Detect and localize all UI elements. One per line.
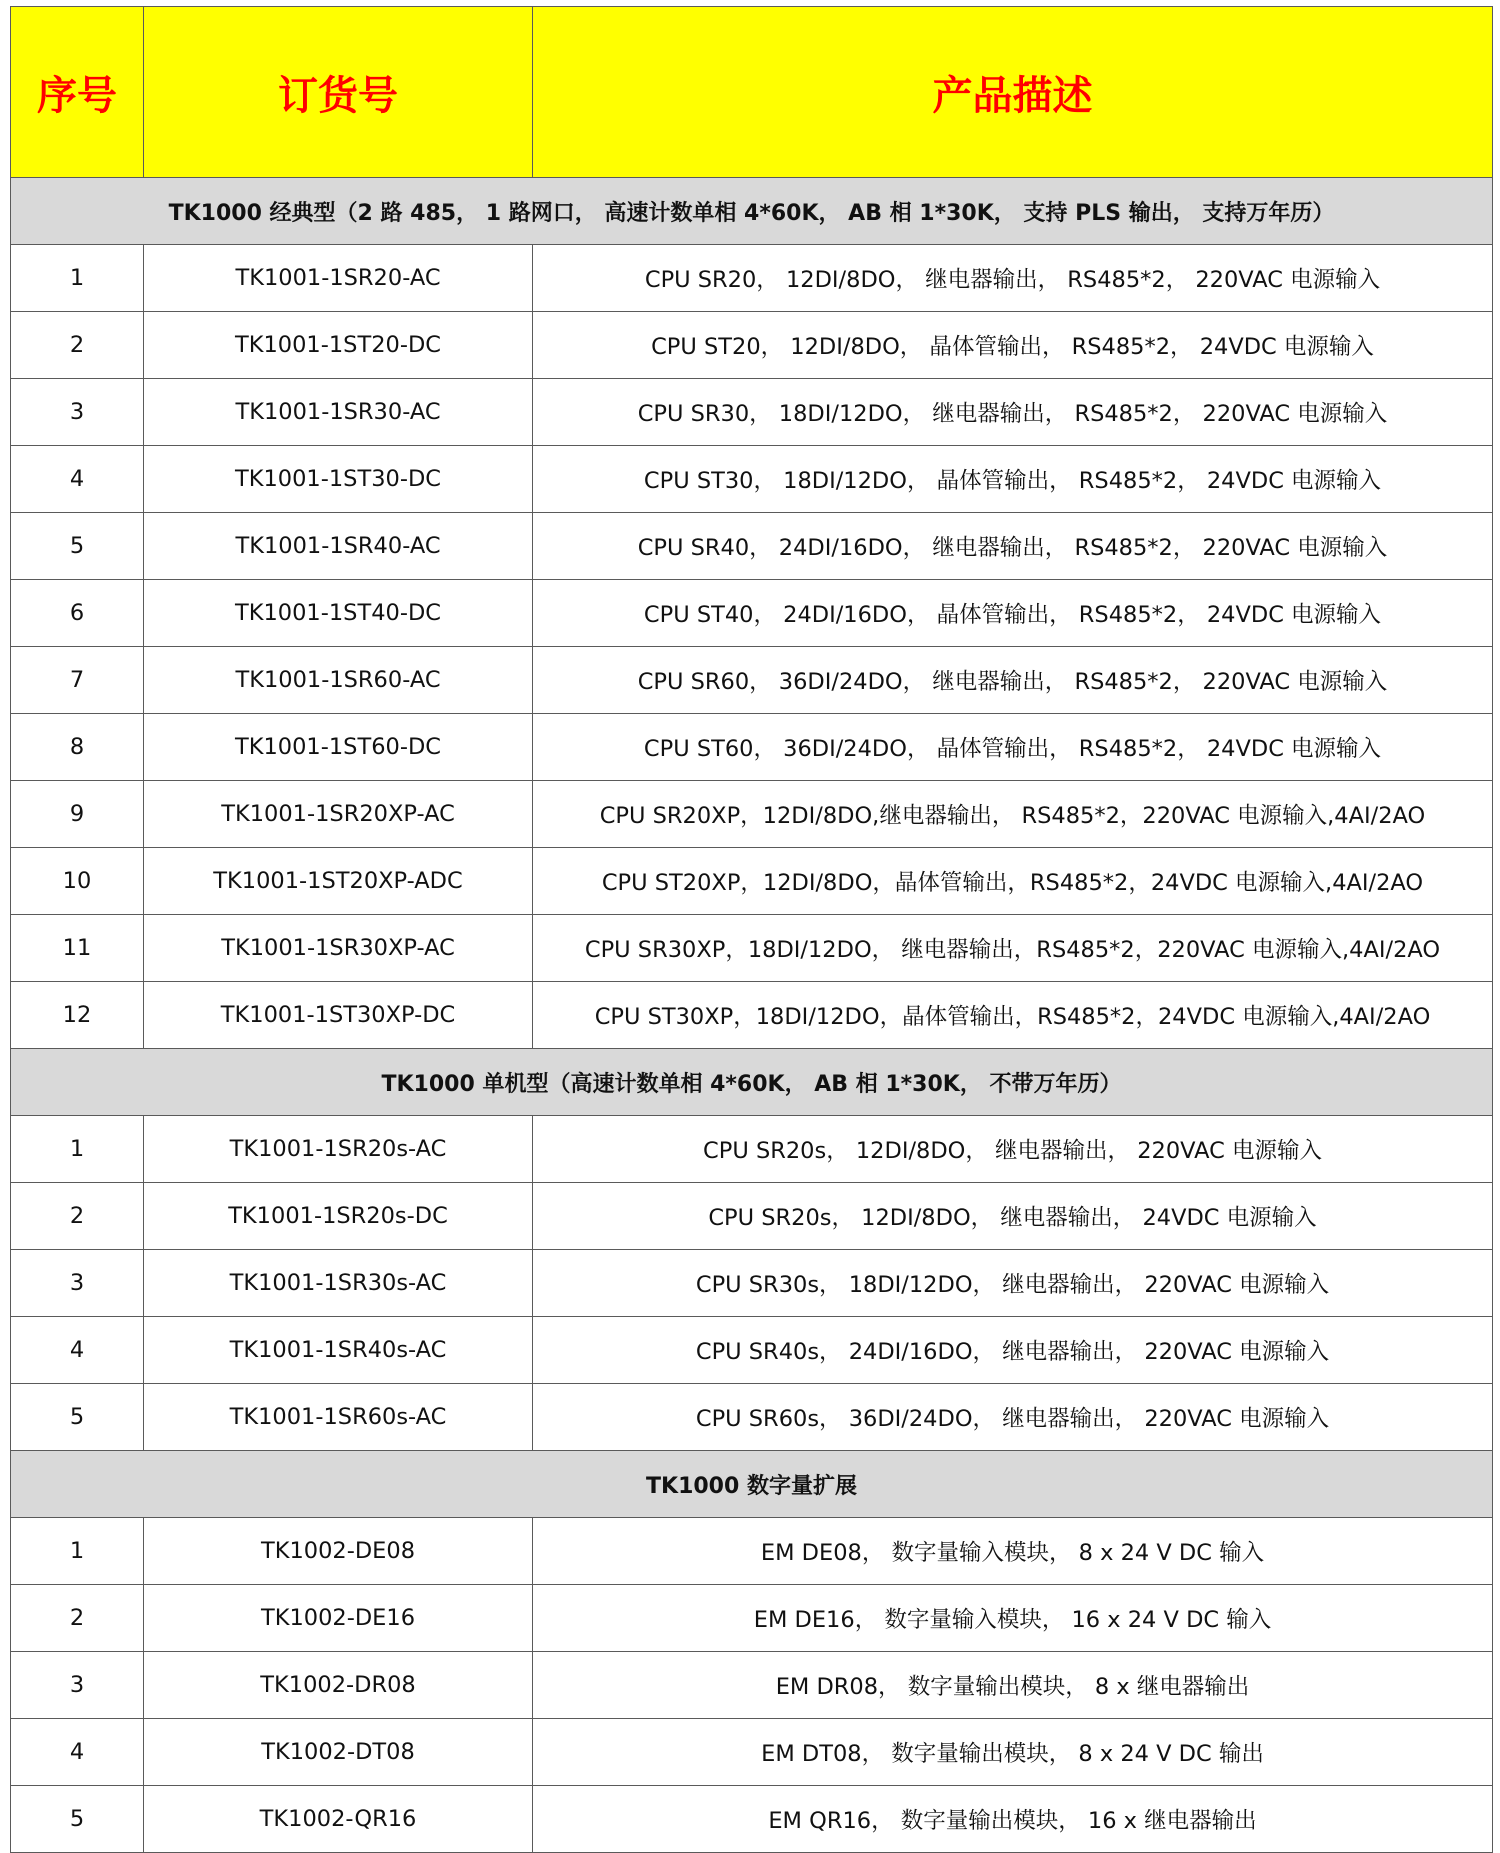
cell-product-description: EM DE16， 数字量输入模块， 16 x 24 V DC 输入 bbox=[533, 1585, 1493, 1652]
cell-product-description: CPU ST20XP，12DI/8DO，晶体管输出，RS485*2，24VDC 电源输入,4AI/2AO bbox=[533, 848, 1493, 915]
cell-serial-number: 9 bbox=[11, 781, 144, 848]
cell-product-description: CPU SR40s， 24DI/16DO， 继电器输出， 220VAC 电源输入 bbox=[533, 1317, 1493, 1384]
table-row bbox=[11, 1518, 1493, 1585]
table-row bbox=[11, 312, 1493, 379]
table-row bbox=[11, 1317, 1493, 1384]
table-row bbox=[11, 513, 1493, 580]
table-row bbox=[11, 1116, 1493, 1183]
table-row bbox=[11, 915, 1493, 982]
cell-order-number: TK1001-1SR20-AC bbox=[144, 245, 533, 312]
cell-product-description: CPU ST30， 18DI/12DO， 晶体管输出， RS485*2， 24VDC 电源输入 bbox=[533, 446, 1493, 513]
cell-product-description: CPU SR20， 12DI/8DO， 继电器输出， RS485*2， 220VAC 电源输入 bbox=[533, 245, 1493, 312]
section-header-row bbox=[11, 1451, 1493, 1518]
cell-order-number: TK1001-1SR40s-AC bbox=[144, 1317, 533, 1384]
cell-serial-number: 4 bbox=[11, 446, 144, 513]
table-row bbox=[11, 1652, 1493, 1719]
cell-order-number: TK1001-1ST30-DC bbox=[144, 446, 533, 513]
table-row bbox=[11, 446, 1493, 513]
table-row bbox=[11, 714, 1493, 781]
cell-product-description: CPU ST40， 24DI/16DO， 晶体管输出， RS485*2， 24VDC 电源输入 bbox=[533, 580, 1493, 647]
cell-product-description: CPU ST60， 36DI/24DO， 晶体管输出， RS485*2， 24VDC 电源输入 bbox=[533, 714, 1493, 781]
cell-order-number: TK1002-DE16 bbox=[144, 1585, 533, 1652]
section-title: TK1000 经典型（2 路 485， 1 路网口， 高速计数单相 4*60K， AB 相 1*30K， 支持 PLS 输出， 支持万年历） bbox=[11, 178, 1493, 245]
section-header-row bbox=[11, 1049, 1493, 1116]
table-row bbox=[11, 781, 1493, 848]
cell-product-description: CPU ST20， 12DI/8DO， 晶体管输出， RS485*2， 24VDC 电源输入 bbox=[533, 312, 1493, 379]
table-row bbox=[11, 1719, 1493, 1786]
section-header-row bbox=[11, 178, 1493, 245]
cell-order-number: TK1001-1ST60-DC bbox=[144, 714, 533, 781]
cell-product-description: CPU SR60， 36DI/24DO， 继电器输出， RS485*2， 220VAC 电源输入 bbox=[533, 647, 1493, 714]
section-title: TK1000 单机型（高速计数单相 4*60K， AB 相 1*30K， 不带万年历） bbox=[11, 1049, 1493, 1116]
cell-serial-number: 3 bbox=[11, 1250, 144, 1317]
section-title: TK1000 数字量扩展 bbox=[11, 1451, 1493, 1518]
table-row bbox=[11, 379, 1493, 446]
cell-order-number: TK1001-1ST20-DC bbox=[144, 312, 533, 379]
cell-serial-number: 4 bbox=[11, 1719, 144, 1786]
header-product-description: 产品描述 bbox=[533, 7, 1493, 178]
cell-serial-number: 5 bbox=[11, 513, 144, 580]
cell-serial-number: 5 bbox=[11, 1384, 144, 1451]
table-row bbox=[11, 580, 1493, 647]
table-row bbox=[11, 1183, 1493, 1250]
cell-order-number: TK1001-1SR20XP-AC bbox=[144, 781, 533, 848]
table-row bbox=[11, 848, 1493, 915]
cell-serial-number: 12 bbox=[11, 982, 144, 1049]
cell-product-description: EM QR16， 数字量输出模块， 16 x 继电器输出 bbox=[533, 1786, 1493, 1853]
product-table bbox=[10, 6, 1493, 1853]
cell-serial-number: 1 bbox=[11, 245, 144, 312]
cell-product-description: CPU SR20XP，12DI/8DO,继电器输出， RS485*2，220VAC 电源输入,4AI/2AO bbox=[533, 781, 1493, 848]
cell-serial-number: 3 bbox=[11, 379, 144, 446]
cell-order-number: TK1001-1SR30s-AC bbox=[144, 1250, 533, 1317]
cell-serial-number: 8 bbox=[11, 714, 144, 781]
cell-order-number: TK1002-DE08 bbox=[144, 1518, 533, 1585]
table-row bbox=[11, 245, 1493, 312]
cell-serial-number: 6 bbox=[11, 580, 144, 647]
cell-product-description: CPU SR20s， 12DI/8DO， 继电器输出， 24VDC 电源输入 bbox=[533, 1183, 1493, 1250]
cell-product-description: CPU SR30s， 18DI/12DO， 继电器输出， 220VAC 电源输入 bbox=[533, 1250, 1493, 1317]
table-row bbox=[11, 647, 1493, 714]
cell-order-number: TK1001-1ST20XP-ADC bbox=[144, 848, 533, 915]
cell-order-number: TK1001-1SR60-AC bbox=[144, 647, 533, 714]
cell-serial-number: 2 bbox=[11, 1585, 144, 1652]
cell-product-description: EM DR08， 数字量输出模块， 8 x 继电器输出 bbox=[533, 1652, 1493, 1719]
cell-order-number: TK1001-1SR40-AC bbox=[144, 513, 533, 580]
table-row bbox=[11, 1786, 1493, 1853]
cell-product-description: CPU SR20s， 12DI/8DO， 继电器输出， 220VAC 电源输入 bbox=[533, 1116, 1493, 1183]
cell-product-description: CPU SR30， 18DI/12DO， 继电器输出， RS485*2， 220VAC 电源输入 bbox=[533, 379, 1493, 446]
cell-order-number: TK1001-1SR20s-DC bbox=[144, 1183, 533, 1250]
cell-order-number: TK1002-DR08 bbox=[144, 1652, 533, 1719]
header-order-number: 订货号 bbox=[144, 7, 533, 178]
cell-serial-number: 11 bbox=[11, 915, 144, 982]
cell-serial-number: 3 bbox=[11, 1652, 144, 1719]
cell-product-description: EM DE08， 数字量输入模块， 8 x 24 V DC 输入 bbox=[533, 1518, 1493, 1585]
table-body bbox=[11, 178, 1493, 1853]
cell-order-number: TK1001-1ST30XP-DC bbox=[144, 982, 533, 1049]
cell-product-description: CPU ST30XP，18DI/12DO，晶体管输出，RS485*2，24VDC 电源输入,4AI/2AO bbox=[533, 982, 1493, 1049]
cell-product-description: CPU SR60s， 36DI/24DO， 继电器输出， 220VAC 电源输入 bbox=[533, 1384, 1493, 1451]
cell-order-number: TK1001-1SR30XP-AC bbox=[144, 915, 533, 982]
cell-product-description: EM DT08， 数字量输出模块， 8 x 24 V DC 输出 bbox=[533, 1719, 1493, 1786]
table-row bbox=[11, 1585, 1493, 1652]
cell-order-number: TK1001-1ST40-DC bbox=[144, 580, 533, 647]
cell-serial-number: 1 bbox=[11, 1518, 144, 1585]
header-row bbox=[11, 7, 1493, 178]
cell-order-number: TK1002-QR16 bbox=[144, 1786, 533, 1853]
cell-order-number: TK1001-1SR20s-AC bbox=[144, 1116, 533, 1183]
cell-order-number: TK1002-DT08 bbox=[144, 1719, 533, 1786]
table-row bbox=[11, 982, 1493, 1049]
header-serial-number: 序号 bbox=[11, 7, 144, 178]
cell-serial-number: 10 bbox=[11, 848, 144, 915]
cell-serial-number: 5 bbox=[11, 1786, 144, 1853]
table-header bbox=[11, 7, 1493, 178]
table-row bbox=[11, 1250, 1493, 1317]
cell-product-description: CPU SR30XP，18DI/12DO， 继电器输出，RS485*2，220VAC 电源输入,4AI/2AO bbox=[533, 915, 1493, 982]
cell-serial-number: 2 bbox=[11, 1183, 144, 1250]
cell-product-description: CPU SR40， 24DI/16DO， 继电器输出， RS485*2， 220VAC 电源输入 bbox=[533, 513, 1493, 580]
cell-serial-number: 1 bbox=[11, 1116, 144, 1183]
cell-order-number: TK1001-1SR60s-AC bbox=[144, 1384, 533, 1451]
cell-serial-number: 7 bbox=[11, 647, 144, 714]
cell-serial-number: 4 bbox=[11, 1317, 144, 1384]
cell-serial-number: 2 bbox=[11, 312, 144, 379]
cell-order-number: TK1001-1SR30-AC bbox=[144, 379, 533, 446]
table-row bbox=[11, 1384, 1493, 1451]
